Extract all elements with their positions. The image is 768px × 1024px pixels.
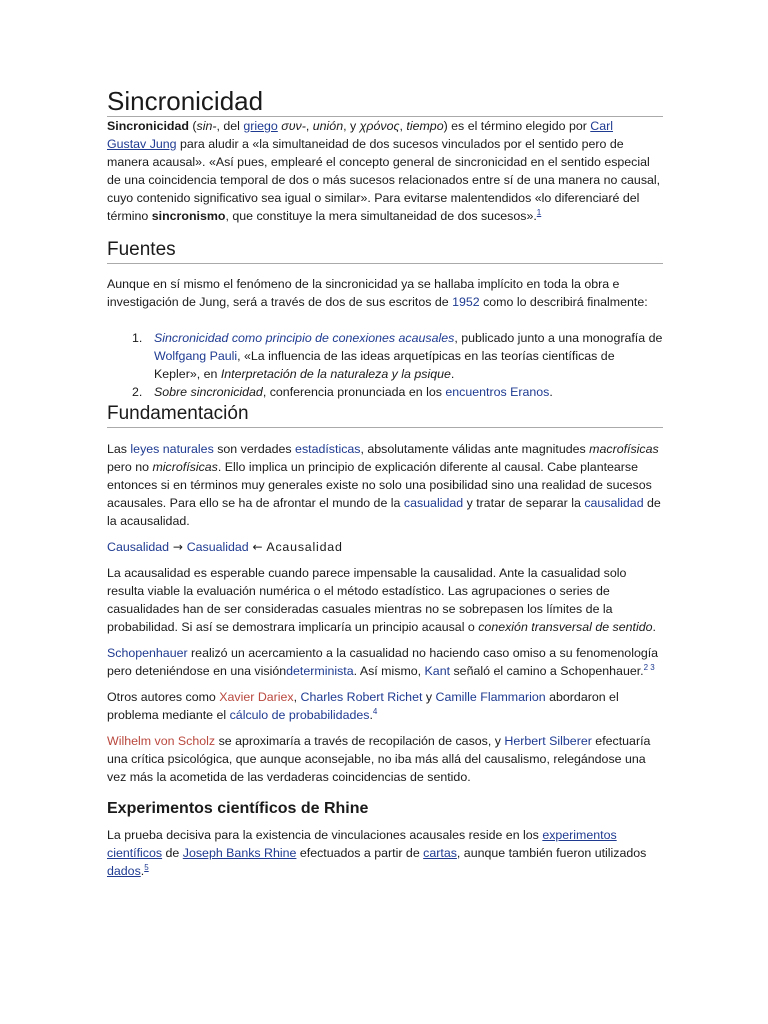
link-casualidad[interactable]: casualidad bbox=[403, 496, 464, 510]
link-experimentos-cientificos[interactable]: experimentos científicos bbox=[107, 828, 617, 860]
link-chain-casualidad[interactable]: Casualidad bbox=[186, 540, 249, 554]
link-calculo-probabilidades[interactable]: cálculo de probabilidades bbox=[229, 708, 370, 722]
link-schopenhauer[interactable]: Schopenhauer bbox=[107, 646, 188, 660]
list-item: 2. Sobre sincronicidad, conferencia pronunciada en los encuentros Eranos. bbox=[132, 385, 553, 399]
link-chain-causalidad[interactable]: Causalidad bbox=[107, 540, 169, 554]
ref-1[interactable]: 1 bbox=[536, 207, 542, 217]
sources-list bbox=[107, 329, 663, 401]
intro-paragraph: Sincronicidad (sin-, del griego συν-, unión, y χρόνος, tiempo) es el término elegido por Carl Gustav Jung para aludir a «la simultaneidad de dos sucesos vinculados por el sentido pero de manera acausal». «Así pues, emplearé el concepto general de sincronicidad en el sentido especial de una coincidencia temporal de dos o más sucesos relacionados entre sí de una manera no causal, cuyo contenido significativo sea igual o similar». Para evitarse malentendidos «lo diferenciaré del término sincronismo, que constituye la mera simultaneidad de dos sucesos».$^1$ bbox=[107, 119, 661, 223]
link-estadisticas[interactable]: estadísticas bbox=[295, 442, 361, 456]
left-arrow-icon: ← bbox=[248, 540, 267, 554]
fundamentacion-paragraph-4: Otros autores como Xavier Dariex, Charles Robert Richet y Camille Flammarion abordaron el problema mediante el cálculo de probabilidades.$^4$ bbox=[107, 690, 619, 722]
rhine-paragraph: La prueba decisiva para la existencia de vinculaciones acausales reside en los experimentos científicos de Joseph Banks Rhine efectuados a partir de cartas, aunque también fueron utilizados dados.$^5$ bbox=[107, 828, 647, 878]
link-encuentros-eranos[interactable]: encuentros Eranos bbox=[445, 385, 550, 399]
link-joseph-banks-rhine[interactable]: Joseph Banks Rhine bbox=[182, 846, 297, 860]
term-sincronismo: sincronismo bbox=[151, 209, 226, 223]
link-herbert-silberer[interactable]: Herbert Silberer bbox=[504, 734, 592, 748]
fundamentacion-paragraph-5: Wilhelm von Scholz se aproximaría a través de recopilación de casos, y Herbert Silberer efectuaría una crítica psicológica, que aunque aconsejable, no iba más allá del causalismo, relegándose una vez más la acometida de las verdaderas coincidencias de sentido. bbox=[107, 734, 651, 784]
section-heading-fundamentacion: Fundamentación bbox=[107, 401, 663, 428]
article bbox=[107, 86, 663, 880]
fuentes-paragraph: Aunque en sí mismo el fenómeno de la sincronicidad ya se hallaba implícito en toda la obra e investigación de Jung, será a través de dos de sus escritos de 1952 como lo describirá finalmente: bbox=[107, 277, 648, 309]
page-title: Sincronicidad bbox=[107, 86, 663, 117]
link-causalidad[interactable]: causalidad bbox=[584, 496, 644, 510]
link-charles-robert-richet[interactable]: Charles Robert Richet bbox=[300, 690, 423, 704]
ref-5[interactable]: 5 bbox=[144, 862, 149, 872]
ref-4[interactable]: 4 bbox=[372, 706, 378, 716]
causality-chain: Causalidad → Casualidad ← Acausalidad bbox=[107, 540, 343, 554]
link-wilhelm-von-scholz[interactable]: Wilhelm von Scholz bbox=[107, 734, 216, 748]
right-arrow-icon: → bbox=[169, 540, 187, 554]
link-dados[interactable]: dados bbox=[107, 864, 141, 878]
link-cartas[interactable]: cartas bbox=[423, 846, 457, 860]
link-sincronicidad-principio[interactable]: Sincronicidad como principio de conexiones acausales bbox=[154, 331, 455, 345]
section-heading-rhine: Experimentos científicos de Rhine bbox=[107, 800, 369, 817]
section-heading-fuentes: Fuentes bbox=[107, 237, 663, 264]
link-kant[interactable]: Kant bbox=[424, 664, 451, 678]
link-griego[interactable]: griego bbox=[243, 119, 278, 133]
fundamentacion-paragraph-3: Schopenhauer realizó un acercamiento a la casualidad no haciendo caso omiso a su fenomenología pero deteniéndose en una visióndeterminista. Así mismo, Kant señaló el camino a Schopenhauer.$^{2 3}$ bbox=[107, 646, 659, 678]
link-carl-gustav-jung[interactable]: Carl Gustav Jung bbox=[107, 119, 614, 151]
list-item: 1. Sincronicidad como principio de conexiones acausales, publicado junto a una monografía de Wolfgang Pauli, «La influencia de las ideas arquetípicas en las teorías científicas de Kepler», en Interpretación de la naturaleza y la psique. bbox=[132, 331, 663, 381]
link-leyes-naturales[interactable]: leyes naturales bbox=[130, 442, 214, 456]
link-1952[interactable]: 1952 bbox=[452, 295, 480, 309]
link-determinista[interactable]: determinista bbox=[286, 664, 354, 678]
link-camille-flammarion[interactable]: Camille Flammarion bbox=[435, 690, 546, 704]
fundamentacion-paragraph-2: La acausalidad es esperable cuando parece impensable la causalidad. Ante la casualidad solo resulta viable la evaluación numérica o el método estadístico. Las agrupaciones o series de casualidades han de ser consideradas casuales mientras no se sobrepasen los límites de la probabilidad. Si así se demostrara implicaría un principio acausal o conexión transversal de sentido. bbox=[107, 566, 656, 634]
refs-2-3[interactable]: 2 3 bbox=[643, 662, 655, 672]
link-wolfgang-pauli[interactable]: Wolfgang Pauli bbox=[154, 349, 238, 363]
link-xavier-dariex[interactable]: Xavier Dariex bbox=[219, 690, 294, 704]
term-bold: Sincronicidad bbox=[107, 119, 189, 133]
fundamentacion-paragraph-1: Las leyes naturales son verdades estadísticas, absolutamente válidas ante magnitudes macrofísicas pero no microfísicas. Ello implica un principio de explicación diferente al causal. Cabe plantearse entonces si en términos muy generales existe no solo una posibilidad sino una realidad de sucesos acausales. Para ello se ha de afrontar el mundo de la casualidad y tratar de separar la causalidad de la acausalidad. bbox=[107, 442, 661, 528]
